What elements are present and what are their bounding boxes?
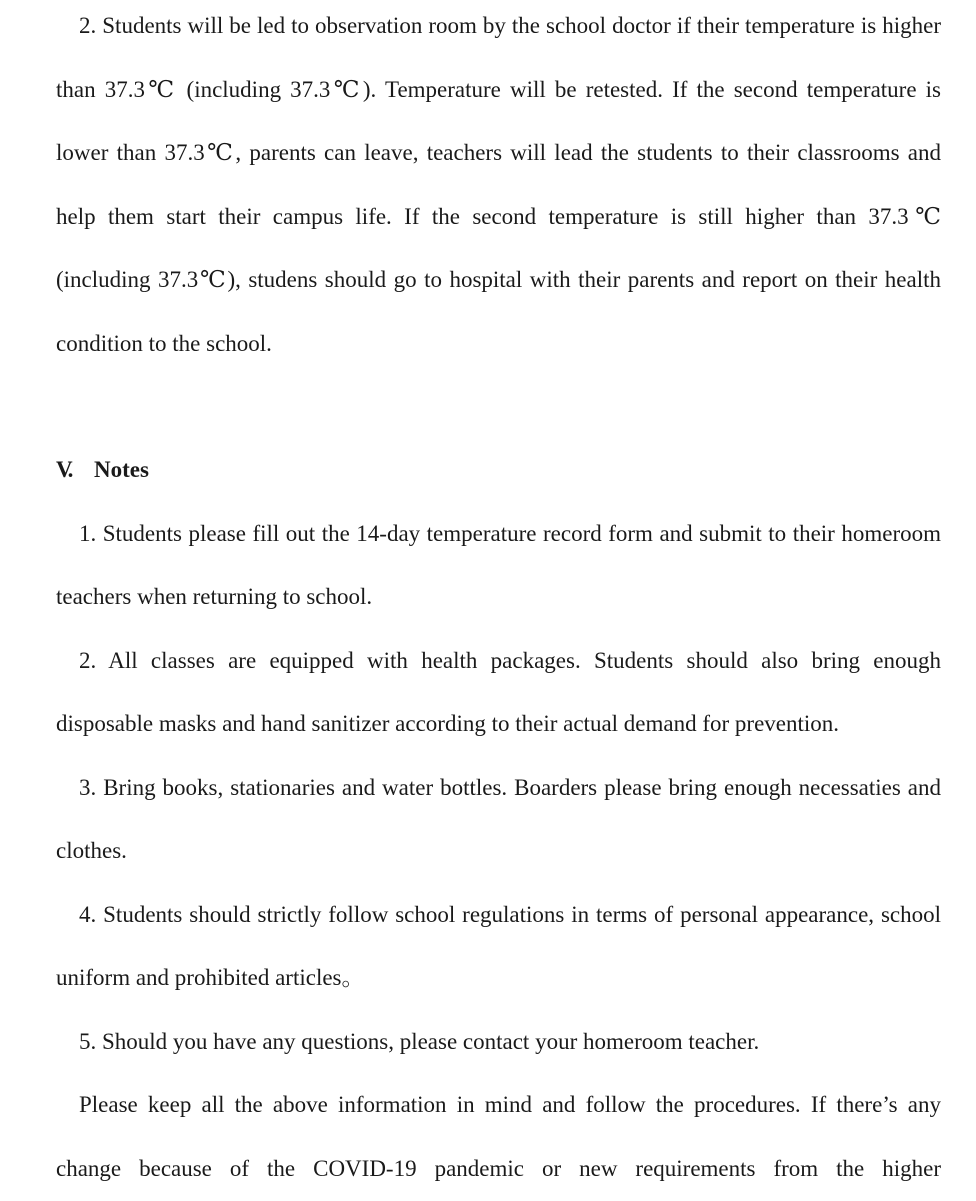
closing-paragraph: Please keep all the above information in mind and follow the procedures. If there’s any change because of the COVID-19 pandemic or new requirements from the higher (56, 1092, 941, 1181)
note-item-2: 2. All classes are equipped with health packages. Students should also bring enough disposable masks and hand sanitizer according to their actual demand for prevention. (56, 647, 941, 736)
section-heading-notes (56, 438, 941, 502)
section-title: Notes (94, 457, 149, 482)
paragraph-item-2-temperature: 2. Students will be led to observation room by the school doctor if their temperature is higher than 37.3℃ (including 37.3℃). Temperature will be retested. If the second temperature is lower than 37.3℃, parents can leave, teachers will lead the students to their classrooms and help them start their campus life. If the second temperature is still higher than 37.3℃ (including 37.3℃), studens should go to hospital with their parents and report on their health condition to the school. (56, 13, 941, 356)
note-item-1: 1. Students please fill out the 14-day temperature record form and submit to their homeroom teachers when returning to school. (56, 520, 941, 609)
note-item-4: 4. Students should strictly follow school regulations in terms of personal appearance, school uniform and prohibited articles。 (56, 901, 941, 990)
note-item-5: 5. Should you have any questions, please contact your homeroom teacher. (79, 1028, 760, 1054)
document-page (56, 0, 941, 1200)
note-item-3: 3. Bring books, stationaries and water bottles. Boarders please bring enough necessaties and clothes. (56, 774, 941, 863)
section-numeral: V. (56, 457, 72, 482)
